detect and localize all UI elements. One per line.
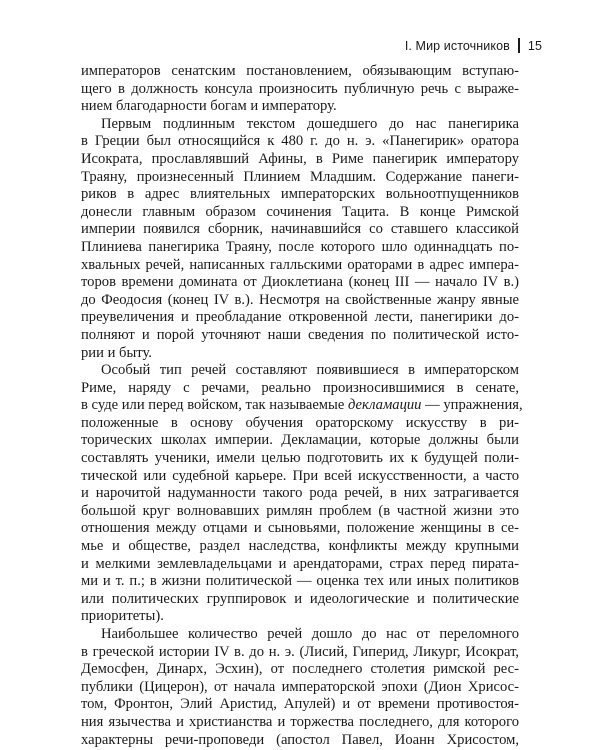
text-line: хвальных речей, написанных галльскими ораторами в адрес импера-	[81, 256, 519, 273]
paragraph	[81, 63, 519, 116]
text-line: Наибольшее количество речей дошло до нас от переломного	[101, 626, 519, 642]
text-line: том, Фронтон, Элий Аристид, Апулей) и от времени противостоя-	[81, 696, 519, 713]
text-line: Риме, наряду с речами, реально произносившимися в сенате,	[81, 379, 519, 396]
text-line: полняют и порой уточняют наши сведения по политической исто-	[81, 326, 519, 343]
text-line: Особый тип речей составляют появившиеся в императорском	[101, 362, 519, 379]
text-line: составлять ученики, имели целью подготовить их к будущей поли-	[81, 450, 519, 467]
paragraph	[81, 116, 519, 362]
paragraph	[81, 626, 519, 749]
header-separator	[518, 38, 520, 53]
text-line: нием благодарности богам и императору.	[81, 98, 337, 115]
body-text	[81, 63, 523, 749]
text-line: рии и быту.	[81, 344, 152, 361]
text-line: Первым подлинным текстом дошедшего до нас панегирика	[101, 115, 519, 132]
text-line: тической или судебной карьере. При всей искусственности, а часто	[81, 467, 519, 484]
text-line: отношения между отцами и сыновьями, положение женщины в се-	[81, 520, 519, 537]
text-line: ми и т. п.; в жизни политической — оценка тех или иных политиков	[81, 573, 519, 590]
text-line-with-term	[81, 397, 523, 415]
text-line: или политических группировок и идеологические и политические	[81, 590, 519, 607]
text-line: торов времени домината от Диоклетиана (конец III — начало IV в.)	[81, 274, 519, 291]
text-line: преувеличения и преобладание откровенной лести, панегирики до-	[81, 309, 519, 326]
text-line: и нарочитой надуманности такого рода речей, в них затрагивается	[81, 485, 519, 502]
section-title: I. Мир источников	[404, 38, 510, 53]
text-line: Плиниева панегирика Траяну, после которого шло одиннадцать по-	[81, 238, 519, 255]
page-number: 15	[527, 38, 542, 53]
text-line: характерны речи-проповеди (апостол Павел, Иоанн Хрисостом,	[81, 731, 519, 748]
text-line: Исократа, прославлявший Афины, в Риме панегирик императору	[81, 150, 519, 167]
text-line: большой круг волновавших римлян проблем (в частной жизни это	[81, 502, 519, 519]
text-line: риков в адрес влиятельных императорских вольноотпущенников	[81, 186, 519, 203]
text-line: ния язычества и христианства и торжества последнего, для которого	[81, 713, 519, 730]
text-line: положенные в основу обучения ораторскому искусству в ри-	[81, 414, 519, 431]
text-line: императоров сенатским постановлением, обязывающим вступаю-	[81, 63, 519, 79]
text-fragment: — упражнения,	[425, 397, 523, 414]
text-line: щего в должность консула произносить публичную речь с выраже-	[81, 80, 519, 97]
text-line: и мелкими землевладельцами и арендаторами, страх перед пирата-	[81, 555, 519, 572]
text-line: приоритеты).	[81, 608, 164, 625]
italic-term: декламации	[347, 397, 422, 414]
text-line: империи появился сборник, начинавшийся со ставшего классикой	[81, 221, 519, 238]
text-line: в Греции был относящийся к 480 г. до н. э. «Панегирик» оратора	[81, 133, 519, 150]
text-line: в греческой истории IV в. до н. э. (Лисий, Гиперид, Ликург, Исократ,	[81, 643, 519, 660]
running-head	[405, 38, 542, 53]
text-line: торических школах империи. Декламации, которые должны были	[81, 432, 519, 449]
text-fragment: в суде или перед войском, так называемые	[81, 397, 345, 414]
text-line: донесли главным образом сочинения Тацита. В конце Римской	[81, 203, 519, 220]
text-line: Траяну, произнесенный Плинием Младшим. Содержание панеги-	[81, 168, 519, 185]
text-line: публики (Цицерон), от начала императорской эпохи (Дион Хрисос-	[81, 678, 519, 695]
text-line: Демосфен, Динарх, Эсхин), от последнего столетия римской рес-	[81, 661, 519, 678]
text-line: мье и обществе, раздел наследства, конфликты между крупными	[81, 538, 519, 555]
text-line: до Феодосия (конец IV в.). Несмотря на свойственные жанру явные	[81, 291, 519, 308]
paragraph	[81, 362, 523, 626]
